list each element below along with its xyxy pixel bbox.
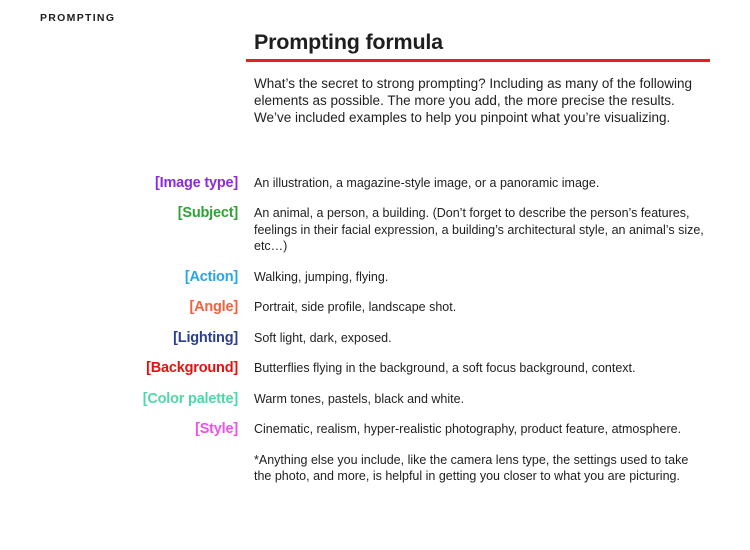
- formula-description: An illustration, a magazine-style image, or a panoramic image.: [254, 175, 600, 190]
- formula-label: [Subject]: [177, 205, 238, 221]
- formula-description: Cinematic, realism, hyper-realistic photography, product feature, atmosphere.: [254, 422, 682, 436]
- formula-row-color-palette: [0, 391, 750, 408]
- formula-label: [Lighting]: [173, 329, 238, 346]
- formula-row-style: [0, 421, 750, 438]
- formula-row-image-type: [0, 175, 750, 192]
- intro-paragraph: What’s the secret to strong prompting? Including as many of the following elements as possible. The more you add, the more precise the results. We’ve included examples to help you pinpoint what you’re visualizing.: [254, 75, 692, 125]
- title-underline-rule: [246, 59, 710, 62]
- footnote-row: [0, 452, 750, 485]
- formula-label: [Color palette]: [142, 390, 238, 407]
- formula-label: [Image type]: [154, 174, 238, 191]
- formula-description: An animal, a person, a building. (Don’t forget to describe the person’s features, feelings in their facial expression, a building’s architectural style, an animal’s size, etc…): [254, 206, 704, 253]
- formula-label: [Style]: [195, 421, 238, 437]
- formula-row-background: [0, 360, 750, 377]
- formula-label: [Background]: [146, 360, 238, 376]
- formula-description: Soft light, dark, exposed.: [254, 330, 392, 345]
- footnote: *Anything else you include, like the camera lens type, the settings used to take the photo, and more, is helpful in getting you closer to what you are picturing.: [254, 452, 689, 483]
- formula-row-angle: [0, 299, 750, 316]
- formula-description: Portrait, side profile, landscape shot.: [254, 300, 457, 314]
- formula-label: [Angle]: [189, 299, 238, 315]
- formula-description: Walking, jumping, flying.: [254, 269, 389, 284]
- header-row: [0, 0, 750, 126]
- formula-rows: [0, 175, 750, 438]
- formula-row-subject: [0, 205, 750, 255]
- page-eyebrow: PROMPTING: [40, 12, 116, 24]
- formula-label: [Action]: [184, 268, 238, 285]
- formula-row-action: [0, 269, 750, 286]
- page-title: Prompting formula: [254, 30, 443, 54]
- formula-description: Butterflies flying in the background, a soft focus background, context.: [254, 361, 636, 375]
- header-content: [254, 0, 718, 126]
- formula-description: Warm tones, pastels, black and white.: [254, 391, 465, 406]
- formula-row-lighting: [0, 330, 750, 347]
